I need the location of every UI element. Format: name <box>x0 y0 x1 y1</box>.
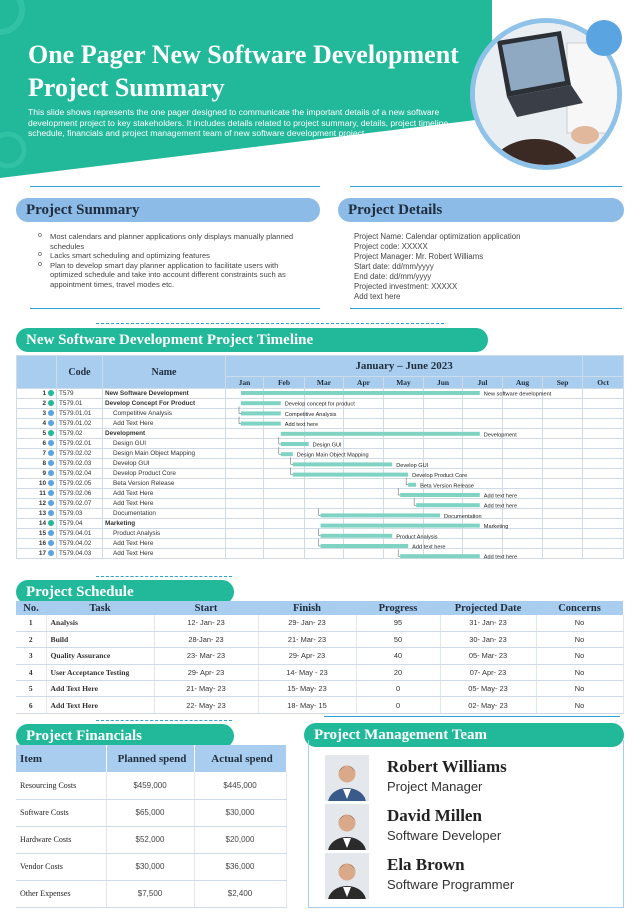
financials-cell: $30,000 <box>194 799 286 826</box>
month-header: Jan <box>226 377 264 389</box>
task-name: Add Text Here <box>103 549 226 559</box>
task-name: Development <box>103 429 226 439</box>
table-row <box>16 880 286 907</box>
table-row <box>16 826 286 853</box>
financials-cell: $52,000 <box>106 826 194 853</box>
schedule-col-header: Start <box>154 601 258 615</box>
avatar <box>325 755 369 801</box>
person-icon <box>325 853 369 899</box>
table-row <box>16 772 286 799</box>
divider <box>324 716 620 717</box>
gantt-bar <box>241 401 281 405</box>
gantt-bar <box>408 483 416 487</box>
schedule-cell: 31- Jan- 23 <box>440 615 536 631</box>
member-name: David Millen <box>387 806 482 825</box>
list-item: Project code: XXXXX <box>354 242 428 251</box>
person-icon <box>325 804 369 850</box>
dependency-connector <box>279 447 281 454</box>
gantt-bar <box>281 442 309 446</box>
financials-cell: $445,000 <box>194 772 286 799</box>
gantt-bar <box>241 422 281 426</box>
task-name: Beta Version Release <box>103 479 226 489</box>
team-panel <box>308 740 624 908</box>
gantt-bar-label: New software development <box>483 391 552 398</box>
task-name: Competitive Analysis <box>103 409 226 419</box>
schedule-cell: 0 <box>356 697 440 713</box>
schedule-table-wrap <box>16 601 623 714</box>
task-code: T579.02.05 <box>57 479 103 489</box>
row-index <box>17 539 57 549</box>
timeline-period: January – June 2023 <box>226 356 583 377</box>
schedule-col-header: Projected Date <box>440 601 536 615</box>
gantt-bar-label: Add text here <box>284 422 319 429</box>
member-role: Software Developer <box>387 828 502 843</box>
gantt-bar <box>281 432 480 436</box>
row-number: 11 <box>39 490 46 497</box>
section-project-details: Project Details <box>338 198 624 222</box>
schedule-cell: 23- Mar- 23 <box>154 648 258 664</box>
list-item: Add text here <box>354 292 401 301</box>
financials-cell: Hardware Costs <box>16 826 106 853</box>
schedule-cell: 15- May- 23 <box>258 681 356 697</box>
schedule-cell: 28-Jan- 23 <box>154 631 258 647</box>
month-header: Feb <box>264 377 305 389</box>
financials-table <box>16 745 287 908</box>
financials-table-wrap <box>16 745 286 908</box>
schedule-cell: 07- Apr- 23 <box>440 664 536 680</box>
schedule-cell: 4 <box>16 664 46 680</box>
row-index <box>17 549 57 559</box>
schedule-cell: No <box>536 681 623 697</box>
status-dot-icon <box>48 430 54 436</box>
financials-col-header: Item <box>16 745 106 772</box>
task-code: T579.02.04 <box>57 469 103 479</box>
status-dot-icon <box>48 490 54 496</box>
financials-cell: $30,000 <box>106 853 194 880</box>
row-number: 9 <box>42 470 46 477</box>
section-schedule: Project Schedule <box>16 580 234 604</box>
schedule-cell: 95 <box>356 615 440 631</box>
schedule-cell: 20 <box>356 664 440 680</box>
summary-list <box>38 232 308 290</box>
dependency-connector <box>319 539 321 546</box>
task-code: T579.02.03 <box>57 459 103 469</box>
gantt-bar-label: Marketing <box>483 524 509 531</box>
schedule-cell: 3 <box>16 648 46 664</box>
gantt-bar <box>241 411 281 415</box>
row-index <box>17 399 57 409</box>
section-timeline: New Software Development Project Timeline <box>16 328 488 352</box>
row-number: 15 <box>38 530 46 537</box>
schedule-cell: 40 <box>356 648 440 664</box>
financials-cell: $459,000 <box>106 772 194 799</box>
section-project-summary: Project Summary <box>16 198 320 222</box>
dependency-connector <box>406 478 408 485</box>
schedule-cell: 29- Apr- 23 <box>258 648 356 664</box>
financials-cell: $2,400 <box>194 880 286 907</box>
task-name: Develop GUI <box>103 459 226 469</box>
col-index <box>17 356 57 389</box>
schedule-cell: 12- Jan- 23 <box>154 615 258 631</box>
table-row <box>16 615 623 631</box>
member-name: Ela Brown <box>387 855 465 874</box>
status-dot-icon <box>48 420 54 426</box>
row-number: 10 <box>38 480 46 487</box>
financials-cell: Software Costs <box>16 799 106 826</box>
row-index <box>17 459 57 469</box>
table-row <box>16 853 286 880</box>
row-index <box>17 469 57 479</box>
status-dot-icon <box>48 470 54 476</box>
month-header: Jun <box>424 377 463 389</box>
gantt-chart <box>16 355 623 561</box>
row-index <box>17 429 57 439</box>
gantt-bar <box>293 473 408 477</box>
team-member <box>325 755 615 801</box>
month-header: Aug <box>503 377 543 389</box>
row-number: 7 <box>42 450 46 457</box>
table-row <box>16 664 623 680</box>
page-title: One Pager New Software Development Project Summary <box>28 40 459 102</box>
gantt-bar <box>293 462 393 466</box>
task-code: T579.03 <box>57 509 103 519</box>
schedule-cell: 2 <box>16 631 46 647</box>
section-financials: Project Financials <box>16 724 234 748</box>
schedule-cell: No <box>536 697 623 713</box>
schedule-cell: 50 <box>356 631 440 647</box>
row-number: 5 <box>42 430 46 437</box>
person-icon <box>325 755 369 801</box>
status-dot-icon <box>48 400 54 406</box>
financials-cell: $36,000 <box>194 853 286 880</box>
task-code: T579.01.01 <box>57 409 103 419</box>
dependency-connector <box>319 529 321 536</box>
section-team: Project Management Team <box>304 723 624 747</box>
details-list <box>354 232 624 302</box>
list-item: Start date: dd/mm/yyyy <box>354 262 434 271</box>
task-name: Develop Concept For Product <box>103 399 226 409</box>
dependency-connector <box>414 498 416 505</box>
task-code: T579.04.03 <box>57 549 103 559</box>
gantt-bar <box>321 534 393 538</box>
member-role: Project Manager <box>387 779 483 794</box>
col-spacer <box>583 356 624 377</box>
dependency-connector <box>291 468 293 475</box>
task-name: Marketing <box>103 519 226 529</box>
row-index <box>17 419 57 429</box>
page-description: This slide shows represents the one pager designed to communicate the important details of a new software development project to key stakeholders. It includes details related to project summary, details, project timeline, schedule, financials and project management team of new software development project. <box>28 107 451 138</box>
dependency-connector <box>398 488 400 495</box>
month-header: Sep <box>543 377 583 389</box>
gantt-bar-label: Design GUI <box>312 442 342 449</box>
row-number: 4 <box>42 420 46 427</box>
gantt-bar-label: Documentation <box>444 513 482 520</box>
schedule-cell: 21- Mar- 23 <box>258 631 356 647</box>
schedule-cell: 14- May - 23 <box>258 664 356 680</box>
dependency-connector <box>398 549 400 556</box>
schedule-cell: No <box>536 631 623 647</box>
task-name: Design GUI <box>103 439 226 449</box>
schedule-cell: 02- May- 23 <box>440 697 536 713</box>
status-dot-icon <box>48 480 54 486</box>
financials-col-header: Actual spend <box>194 745 286 772</box>
row-index <box>17 519 57 529</box>
task-code: T579.02 <box>57 429 103 439</box>
table-row <box>16 799 286 826</box>
row-number: 13 <box>38 510 46 517</box>
task-code: T579.04 <box>57 519 103 529</box>
team-member <box>325 804 615 850</box>
member-role: Software Programmer <box>387 877 515 892</box>
status-dot-icon <box>48 450 54 456</box>
row-number: 8 <box>42 460 46 467</box>
decorative-circle <box>586 20 622 56</box>
list-item: o Most calendars and planner applications only displays manually planned schedules <box>38 232 308 251</box>
gantt-bar <box>416 503 480 507</box>
schedule-cell: 05- May- 23 <box>440 681 536 697</box>
task-name: Develop Product Core <box>103 469 226 479</box>
schedule-cell: No <box>536 664 623 680</box>
list-item: End date: dd/mm/yyyy <box>354 272 432 281</box>
list-item: Project Manager: Mr. Robert Williams <box>354 252 484 261</box>
financials-cell: $20,000 <box>194 826 286 853</box>
schedule-cell: 29- Apr- 23 <box>154 664 258 680</box>
schedule-col-header: No. <box>16 601 46 615</box>
month-header: Oct <box>583 377 624 389</box>
schedule-cell: Quality Assurance <box>46 648 154 664</box>
avatar <box>325 804 369 850</box>
financials-cell: Resourcing Costs <box>16 772 106 799</box>
month-header: Mar <box>305 377 344 389</box>
schedule-cell: Add Text Here <box>46 681 154 697</box>
schedule-cell: 18- May- 15 <box>258 697 356 713</box>
row-number: 14 <box>38 520 46 527</box>
month-header: Jul <box>463 377 503 389</box>
gantt-bar-label: Add text here <box>483 554 518 561</box>
gantt-bar-label: Competitive Analysis <box>284 411 337 418</box>
schedule-table <box>16 601 624 714</box>
row-index <box>17 389 57 399</box>
schedule-cell: Analysis <box>46 615 154 631</box>
row-number: 16 <box>38 540 46 547</box>
divider <box>350 308 622 309</box>
schedule-cell: Add Text Here <box>46 697 154 713</box>
row-index <box>17 489 57 499</box>
status-dot-icon <box>48 520 54 526</box>
schedule-col-header: Task <box>46 601 154 615</box>
row-number: 17 <box>38 550 46 557</box>
col-name: Name <box>103 356 226 389</box>
gantt-bar <box>400 554 480 558</box>
schedule-cell: 22- May- 23 <box>154 697 258 713</box>
financials-cell: Vendor Costs <box>16 853 106 880</box>
status-dot-icon <box>48 500 54 506</box>
gantt-bar-label: Add text here <box>483 503 518 510</box>
status-dot-icon <box>48 390 54 396</box>
status-dot-icon <box>48 410 54 416</box>
task-code: T579 <box>57 389 103 399</box>
status-dot-icon <box>48 440 54 446</box>
row-index <box>17 529 57 539</box>
gantt-bar-label: Add text here <box>483 493 518 500</box>
schedule-cell: No <box>536 615 623 631</box>
gantt-bar <box>321 524 480 528</box>
schedule-cell: User Acceptance Testing <box>46 664 154 680</box>
task-code: T579.02.06 <box>57 489 103 499</box>
financials-cell: $7,500 <box>106 880 194 907</box>
schedule-cell: 5 <box>16 681 46 697</box>
month-header: Apr <box>344 377 384 389</box>
divider <box>350 186 622 187</box>
dependency-connector <box>279 437 281 444</box>
list-item: o Lacks smart scheduling and optimizing features <box>38 251 308 261</box>
schedule-cell: Build <box>46 631 154 647</box>
row-index <box>17 499 57 509</box>
gantt-bar-label: Add text here <box>412 544 446 551</box>
status-dot-icon <box>48 510 54 516</box>
schedule-cell: 30- Jan- 23 <box>440 631 536 647</box>
schedule-cell: 1 <box>16 615 46 631</box>
task-code: T579.01.02 <box>57 419 103 429</box>
divider <box>30 308 320 309</box>
row-number: 6 <box>42 440 46 447</box>
financials-cell: $65,000 <box>106 799 194 826</box>
table-row <box>16 631 623 647</box>
row-number: 3 <box>42 410 46 417</box>
task-code: T579.04.02 <box>57 539 103 549</box>
row-number: 2 <box>42 400 46 407</box>
gantt-bar-label: Design Main Object Mapping <box>296 452 369 459</box>
team-member <box>325 853 615 899</box>
task-name: Add Text Here <box>103 539 226 549</box>
task-code: T579.02.02 <box>57 449 103 459</box>
schedule-col-header: Concerns <box>536 601 623 615</box>
gantt-bar-label: Beta Version Release <box>420 483 474 490</box>
schedule-cell: 05- Mar- 23 <box>440 648 536 664</box>
dependency-connector <box>291 457 293 464</box>
gantt-bar-label: Develop GUI <box>396 462 429 469</box>
list-item: Projected investment: XXXXX <box>354 282 458 291</box>
member-name: Robert Williams <box>387 757 507 776</box>
task-code: T579.02.07 <box>57 499 103 509</box>
status-dot-icon <box>48 530 54 536</box>
task-name: Product Analysis <box>103 529 226 539</box>
dependency-connector <box>319 508 321 515</box>
gantt-bar <box>241 391 480 395</box>
row-index <box>17 439 57 449</box>
gantt-bar-label: Product Analysis <box>396 534 438 541</box>
col-code: Code <box>57 356 103 389</box>
task-name: Add Text Here <box>103 489 226 499</box>
divider <box>96 576 232 577</box>
schedule-cell: 0 <box>356 681 440 697</box>
schedule-col-header: Finish <box>258 601 356 615</box>
task-name: Documentation <box>103 509 226 519</box>
month-header: May <box>384 377 424 389</box>
financials-col-header: Planned spend <box>106 745 194 772</box>
schedule-cell: 29- Jan- 23 <box>258 615 356 631</box>
task-name: Add Text Here <box>103 419 226 429</box>
status-dot-icon <box>48 550 54 556</box>
row-index <box>17 409 57 419</box>
schedule-cell: 21- May- 23 <box>154 681 258 697</box>
task-name: Add Text Here <box>103 499 226 509</box>
gantt-bar <box>321 544 409 548</box>
task-name: New Software Development <box>103 389 226 399</box>
gantt-bar-label: Develop concept for product <box>284 401 355 408</box>
table-row <box>16 648 623 664</box>
divider <box>30 186 320 187</box>
gantt-bars <box>241 388 623 561</box>
task-code: T579.01 <box>57 399 103 409</box>
schedule-cell: 6 <box>16 697 46 713</box>
list-item: Project Name: Calendar optimization application <box>354 232 521 241</box>
schedule-cell: No <box>536 648 623 664</box>
task-code: T579.04.01 <box>57 529 103 539</box>
divider <box>96 720 232 721</box>
gantt-bar-label: Development <box>483 432 517 439</box>
task-code: T579.02.01 <box>57 439 103 449</box>
row-index <box>17 479 57 489</box>
schedule-col-header: Progress <box>356 601 440 615</box>
list-item: o Plan to develop smart day planner application to facilitate users with optimized schedule and take into account different constraints such as appointment times, travel modes etc. <box>38 261 308 290</box>
status-dot-icon <box>48 540 54 546</box>
divider <box>96 323 444 324</box>
gantt-bar <box>281 452 293 456</box>
status-dot-icon <box>48 460 54 466</box>
table-row <box>16 697 623 713</box>
table-row <box>16 681 623 697</box>
row-index <box>17 449 57 459</box>
avatar <box>325 853 369 899</box>
gantt-bar <box>321 513 440 517</box>
gantt-bar-label: Develop Product Core <box>412 473 468 480</box>
task-name: Design Main Object Mapping <box>103 449 226 459</box>
financials-cell: Other Expenses <box>16 880 106 907</box>
row-index <box>17 509 57 519</box>
gantt-bar <box>400 493 480 497</box>
row-number: 12 <box>38 500 46 507</box>
row-number: 1 <box>42 390 46 397</box>
